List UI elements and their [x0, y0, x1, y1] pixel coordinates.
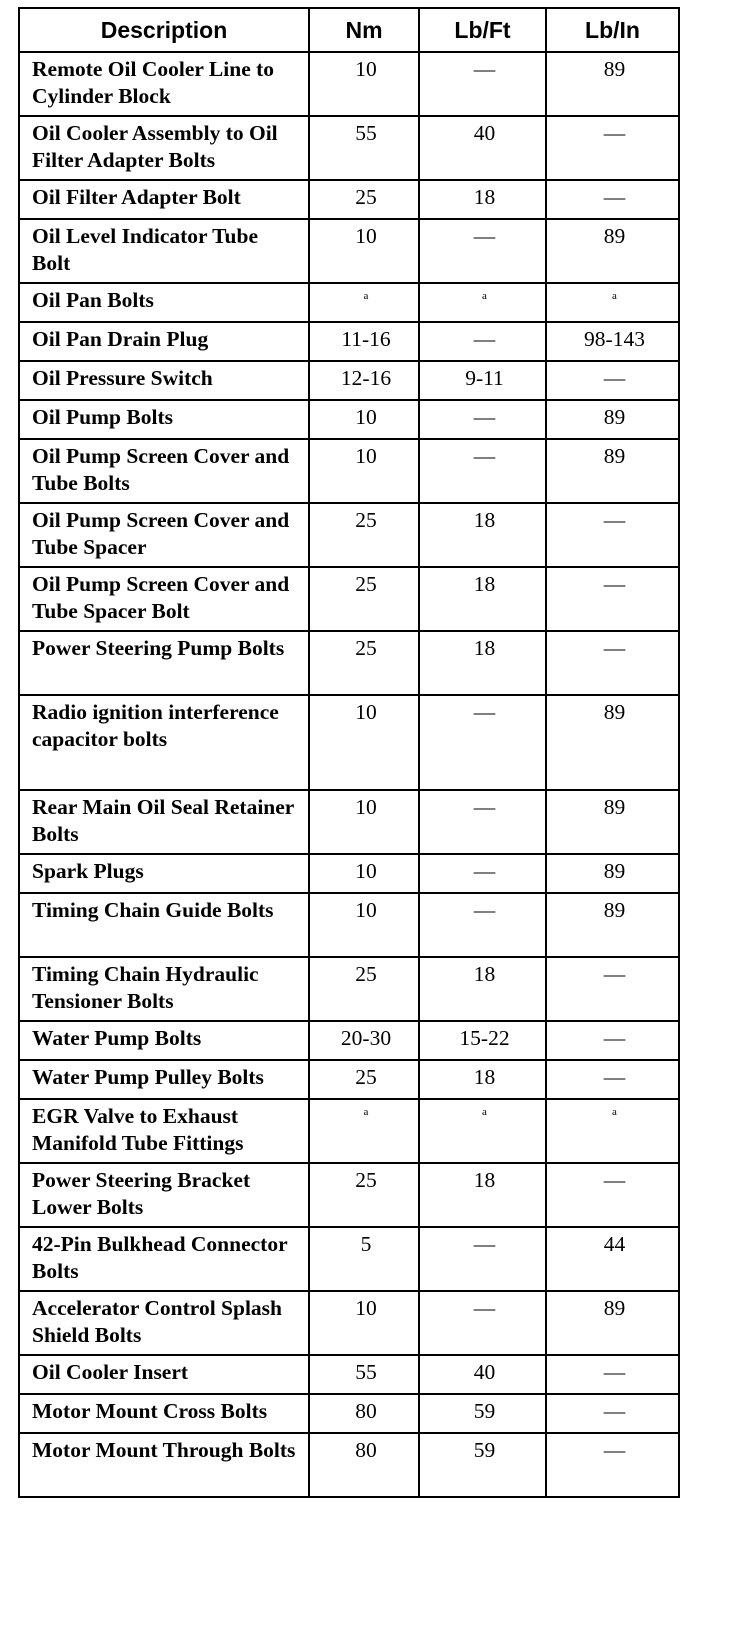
cell-lbft: — — [419, 790, 546, 854]
table-row — [19, 1291, 679, 1355]
footnote-marker: a — [363, 1106, 369, 1118]
cell-lbft: 18 — [419, 957, 546, 1021]
cell-lbin: — — [546, 1021, 679, 1060]
cell-description: Water Pump Bolts — [19, 1021, 309, 1060]
cell-lbft: 18 — [419, 180, 546, 219]
cell-lbin: — — [546, 116, 679, 180]
cell-description: Power Steering Bracket Lower Bolts — [19, 1163, 309, 1227]
cell-lbin: — — [546, 567, 679, 631]
cell-lbft: — — [419, 52, 546, 116]
cell-description: Remote Oil Cooler Line to Cylinder Block — [19, 52, 309, 116]
cell-description: Oil Pressure Switch — [19, 361, 309, 400]
cell-nm: 25 — [309, 567, 419, 631]
cell-lbft: 59 — [419, 1394, 546, 1433]
cell-lbft: 9-11 — [419, 361, 546, 400]
cell-description: Oil Pump Bolts — [19, 400, 309, 439]
cell-lbin: 89 — [546, 893, 679, 957]
cell-lbft: — — [419, 1291, 546, 1355]
cell-description: Oil Pan Drain Plug — [19, 322, 309, 361]
cell-nm: 10 — [309, 439, 419, 503]
table-row — [19, 1355, 679, 1394]
cell-nm: 10 — [309, 854, 419, 893]
cell-description: Oil Pan Bolts — [19, 283, 309, 322]
cell-description: Oil Pump Screen Cover and Tube Spacer — [19, 503, 309, 567]
cell-lbft: 15-22 — [419, 1021, 546, 1060]
cell-description: Accelerator Control Splash Shield Bolts — [19, 1291, 309, 1355]
cell-nm: 80 — [309, 1433, 419, 1497]
cell-lbft: 18 — [419, 1163, 546, 1227]
table-row — [19, 439, 679, 503]
table-row — [19, 695, 679, 790]
table-row — [19, 1021, 679, 1060]
cell-lbin — [546, 1099, 679, 1163]
cell-lbin: — — [546, 631, 679, 695]
footnote-marker: a — [482, 290, 487, 302]
cell-nm: 12-16 — [309, 361, 419, 400]
table-row — [19, 400, 679, 439]
table-row — [19, 283, 679, 322]
cell-lbft: — — [419, 854, 546, 893]
cell-description: Oil Pump Screen Cover and Tube Bolts — [19, 439, 309, 503]
torque-spec-table — [18, 7, 680, 1498]
table-header — [19, 8, 679, 52]
cell-lbin: — — [546, 957, 679, 1021]
cell-lbft: — — [419, 322, 546, 361]
table-body — [19, 52, 679, 1497]
cell-lbft: — — [419, 695, 546, 790]
cell-lbin: — — [546, 1433, 679, 1497]
table-row — [19, 361, 679, 400]
cell-nm: 10 — [309, 1291, 419, 1355]
cell-lbin: 89 — [546, 1291, 679, 1355]
header-lbin: Lb/In — [546, 8, 679, 52]
cell-nm: 11-16 — [309, 322, 419, 361]
footnote-marker: a — [612, 290, 617, 302]
header-nm: Nm — [309, 8, 419, 52]
header-lbft: Lb/Ft — [419, 8, 546, 52]
cell-lbft: 18 — [419, 631, 546, 695]
cell-nm: 10 — [309, 400, 419, 439]
table-row — [19, 893, 679, 957]
cell-nm: 10 — [309, 52, 419, 116]
footnote-marker: a — [363, 290, 369, 302]
cell-lbin: 44 — [546, 1227, 679, 1291]
table-row — [19, 1394, 679, 1433]
cell-lbin: — — [546, 1060, 679, 1099]
cell-lbft: — — [419, 893, 546, 957]
cell-nm: 20-30 — [309, 1021, 419, 1060]
table-row — [19, 1227, 679, 1291]
cell-nm: 55 — [309, 116, 419, 180]
header-description: Description — [19, 8, 309, 52]
table-row — [19, 1163, 679, 1227]
cell-lbft: — — [419, 1227, 546, 1291]
cell-lbin — [546, 283, 679, 322]
cell-nm: 25 — [309, 180, 419, 219]
cell-description: Oil Cooler Assembly to Oil Filter Adapter Bolts — [19, 116, 309, 180]
cell-lbft: — — [419, 439, 546, 503]
cell-description: Timing Chain Guide Bolts — [19, 893, 309, 957]
cell-lbin: — — [546, 1394, 679, 1433]
cell-nm: 25 — [309, 503, 419, 567]
table-row — [19, 180, 679, 219]
cell-nm: 5 — [309, 1227, 419, 1291]
table-row — [19, 567, 679, 631]
cell-nm: 25 — [309, 631, 419, 695]
cell-lbin: 89 — [546, 695, 679, 790]
cell-nm: 25 — [309, 957, 419, 1021]
table-row — [19, 1060, 679, 1099]
cell-lbin: 98-143 — [546, 322, 679, 361]
cell-description: Spark Plugs — [19, 854, 309, 893]
cell-description: Motor Mount Through Bolts — [19, 1433, 309, 1497]
table-row — [19, 957, 679, 1021]
table-row — [19, 1099, 679, 1163]
cell-lbin: — — [546, 503, 679, 567]
cell-lbin: 89 — [546, 400, 679, 439]
cell-description: EGR Valve to Exhaust Manifold Tube Fittings — [19, 1099, 309, 1163]
cell-lbft: 40 — [419, 116, 546, 180]
cell-nm: 25 — [309, 1163, 419, 1227]
cell-nm: 10 — [309, 790, 419, 854]
cell-lbin: 89 — [546, 790, 679, 854]
cell-description: Oil Pump Screen Cover and Tube Spacer Bolt — [19, 567, 309, 631]
table-row — [19, 854, 679, 893]
table-row — [19, 503, 679, 567]
table-row — [19, 631, 679, 695]
cell-lbft — [419, 1099, 546, 1163]
cell-lbft: — — [419, 400, 546, 439]
cell-nm: 10 — [309, 893, 419, 957]
cell-description: Radio ignition interference capacitor bolts — [19, 695, 309, 790]
table-row — [19, 219, 679, 283]
cell-description: Water Pump Pulley Bolts — [19, 1060, 309, 1099]
cell-nm: 80 — [309, 1394, 419, 1433]
table-row — [19, 116, 679, 180]
cell-description: Power Steering Pump Bolts — [19, 631, 309, 695]
cell-description: Oil Filter Adapter Bolt — [19, 180, 309, 219]
cell-description: Oil Cooler Insert — [19, 1355, 309, 1394]
cell-lbft: 59 — [419, 1433, 546, 1497]
table-row — [19, 1433, 679, 1497]
cell-description: Rear Main Oil Seal Retainer Bolts — [19, 790, 309, 854]
cell-lbin: 89 — [546, 439, 679, 503]
cell-lbft: — — [419, 219, 546, 283]
cell-nm: 10 — [309, 219, 419, 283]
cell-description: Timing Chain Hydraulic Tensioner Bolts — [19, 957, 309, 1021]
table-row — [19, 52, 679, 116]
cell-lbft: 18 — [419, 1060, 546, 1099]
cell-lbin: 89 — [546, 854, 679, 893]
table-row — [19, 322, 679, 361]
cell-lbft — [419, 283, 546, 322]
table-row — [19, 790, 679, 854]
cell-lbft: 18 — [419, 567, 546, 631]
cell-lbft: 40 — [419, 1355, 546, 1394]
cell-description: Motor Mount Cross Bolts — [19, 1394, 309, 1433]
cell-description: 42-Pin Bulkhead Connector Bolts — [19, 1227, 309, 1291]
cell-lbin: 89 — [546, 52, 679, 116]
cell-lbin: — — [546, 1355, 679, 1394]
cell-nm: 25 — [309, 1060, 419, 1099]
footnote-marker: a — [482, 1106, 487, 1118]
cell-lbin: — — [546, 361, 679, 400]
cell-lbft: 18 — [419, 503, 546, 567]
cell-nm: 55 — [309, 1355, 419, 1394]
cell-nm — [309, 283, 419, 322]
cell-nm — [309, 1099, 419, 1163]
cell-description: Oil Level Indicator Tube Bolt — [19, 219, 309, 283]
cell-nm: 10 — [309, 695, 419, 790]
footnote-marker: a — [612, 1106, 617, 1118]
header-row — [19, 8, 679, 52]
cell-lbin: 89 — [546, 219, 679, 283]
cell-lbin: — — [546, 180, 679, 219]
cell-lbin: — — [546, 1163, 679, 1227]
